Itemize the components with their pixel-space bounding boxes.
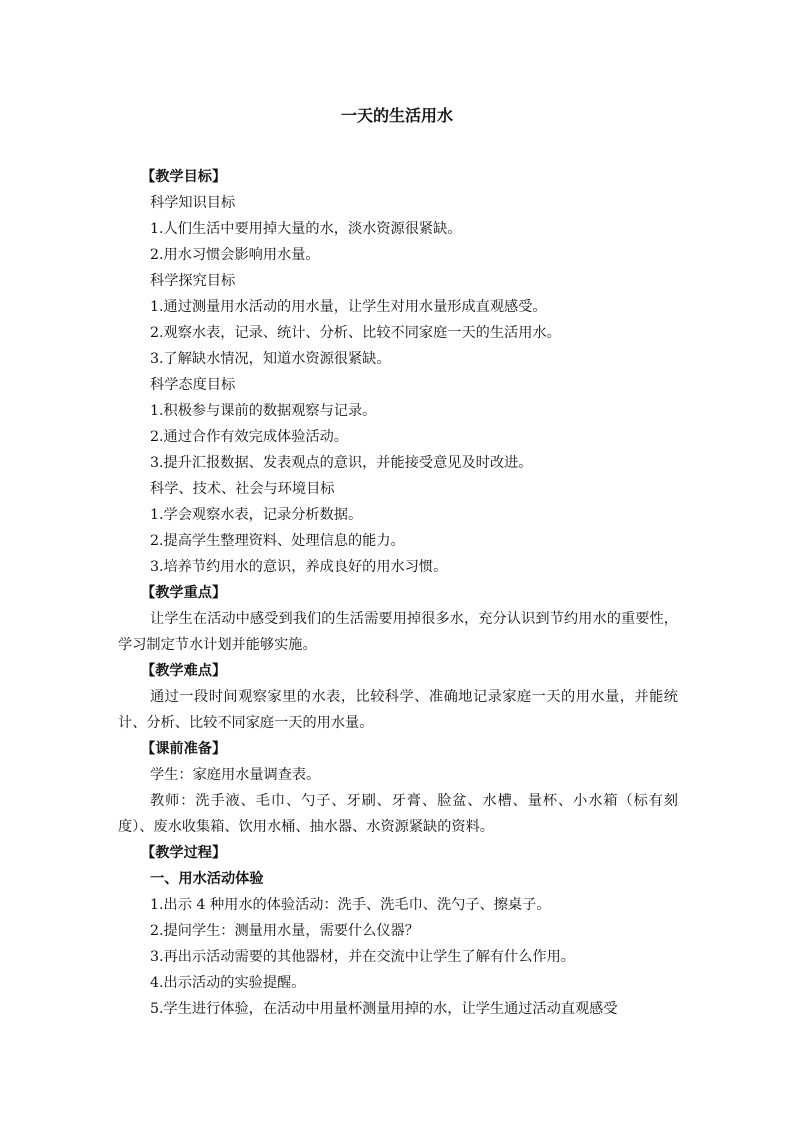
paragraph-student-prep: 学生：家庭用水量调查表。 <box>150 767 321 783</box>
list-item: 2.观察水表，记录、统计、分析、比较不同家庭一天的生活用水。 <box>150 325 561 341</box>
list-item: 4.出示活动的实验提醒。 <box>150 975 306 991</box>
list-item: 2.提高学生整理资料、处理信息的能力。 <box>150 533 405 549</box>
list-item: 3.再出示活动需要的其他器材，并在交流中让学生了解有什么作用。 <box>150 949 575 965</box>
list-item: 1.出示 4 种用水的体验活动：洗手、洗毛巾、洗勺子、擦桌子。 <box>150 897 551 913</box>
document-title: 一天的生活用水 <box>340 106 453 125</box>
list-item: 3.了解缺水情况，知道水资源很紧缺。 <box>150 351 391 367</box>
paragraph-difficulties: 通过一段时间观察家里的水表，比较科学、准确地记录家庭一天的用水量，并能统计、分析、比较不同家庭一天的用水量。 <box>118 689 678 731</box>
list-item: 5.学生进行体验，在活动中用量杯测量用掉的水，让学生通过活动直观感受 <box>150 1001 618 1017</box>
list-item: 3.培养节约用水的意识，养成良好的用水习惯。 <box>150 559 448 575</box>
section-heading-preparation: 【课前准备】 <box>141 741 227 757</box>
section-heading-process: 【教学过程】 <box>141 845 227 861</box>
list-item: 1.积极参与课前的数据观察与记录。 <box>150 403 377 419</box>
paragraph-key-points: 让学生在活动中感受到我们的生活需要用掉很多水，充分认识到节约用水的重要性，学习制定节水计划并能够实施。 <box>118 611 678 653</box>
list-item: 1.通过测量用水活动的用水量，让学生对用水量形成直观感受。 <box>150 299 547 315</box>
section-heading-key-points: 【教学重点】 <box>141 585 227 601</box>
paragraph-teacher-prep: 教师：洗手液、毛巾、勺子、牙刷、牙膏、脸盆、水槽、量杯、小水箱（标有刻度）、废水收集箱、饮用水桶、抽水器、水资源紧缺的资料。 <box>118 793 678 835</box>
subheading-inquiry: 科学探究目标 <box>150 273 236 289</box>
process-section-1: 一、用水活动体验 <box>150 871 264 887</box>
subheading-knowledge: 科学知识目标 <box>150 195 236 211</box>
list-item: 1.人们生活中要用掉大量的水，淡水资源很紧缺。 <box>150 221 462 237</box>
list-item: 3.提升汇报数据、发表观点的意识，并能接受意见及时改进。 <box>150 455 533 471</box>
list-item: 1.学会观察水表，记录分析数据。 <box>150 507 363 523</box>
list-item: 2.通过合作有效完成体验活动。 <box>150 429 348 445</box>
list-item: 2.提问学生：测量用水量，需要什么仪器？ <box>150 923 419 939</box>
document-body <box>118 164 678 1022</box>
section-heading-difficulties: 【教学难点】 <box>141 663 227 679</box>
subheading-sts: 科学、技术、社会与环境目标 <box>150 481 335 497</box>
list-item: 2.用水习惯会影响用水量。 <box>150 247 320 263</box>
section-heading-goals: 【教学目标】 <box>141 169 227 185</box>
subheading-attitude: 科学态度目标 <box>150 377 236 393</box>
